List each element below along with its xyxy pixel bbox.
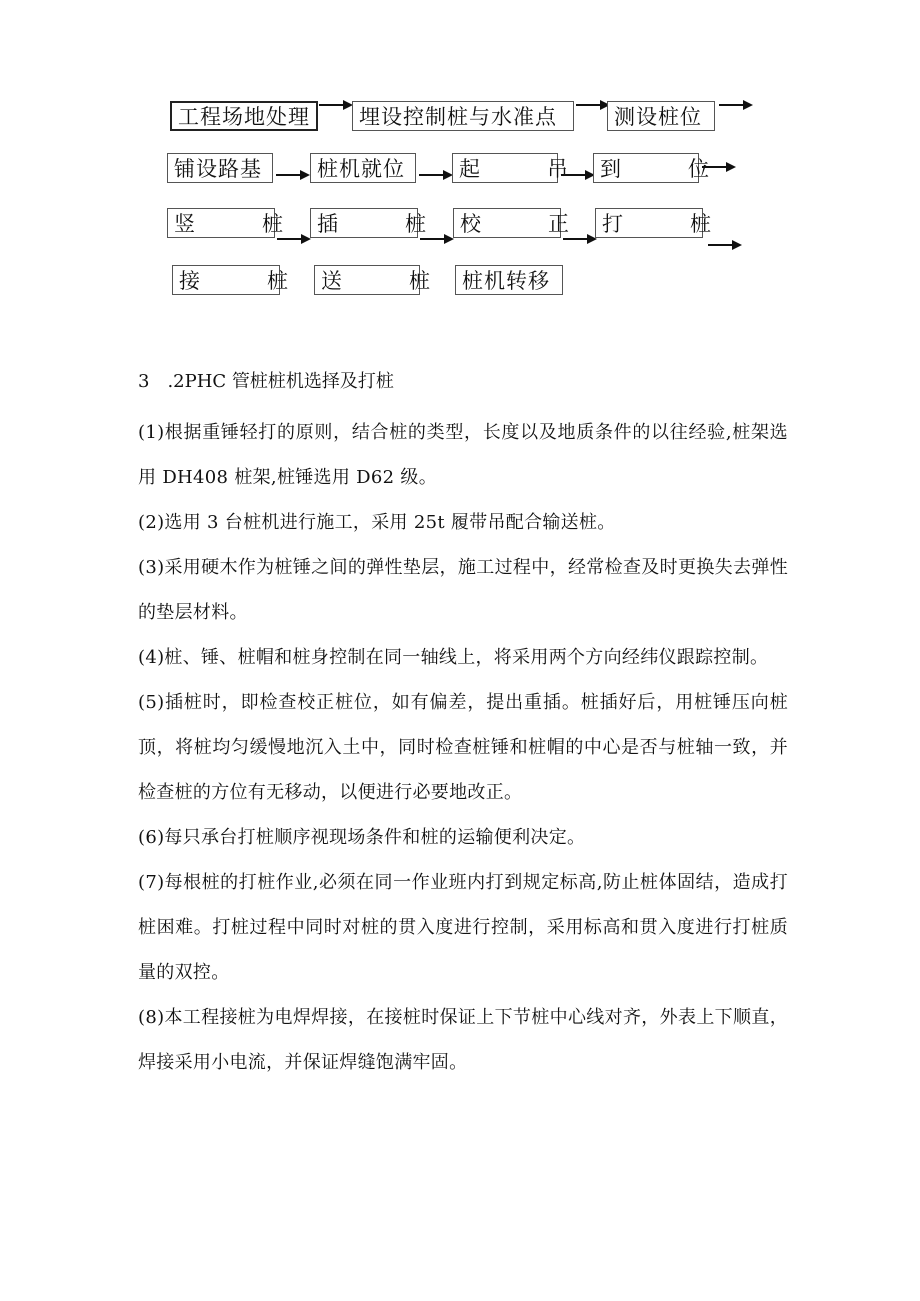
paragraph: (5)插桩时，即检查校正桩位，如有偏差，提出重插。桩插好后，用桩锤压向桩顶，将桩均匀缓慢地沉入土中，同时检查桩锤和桩帽的中心是否与桩轴一致，并检查桩的方位有无移动，以便进行必要地改正。 [138, 692, 788, 803]
arrow-icon [277, 232, 311, 246]
arrow-icon [719, 98, 753, 112]
flow-step-machine-transfer: 桩机转移 [455, 265, 563, 295]
arrow-icon [702, 160, 736, 174]
arrow-icon [319, 98, 353, 112]
flow-step-correct: 校 正 [453, 208, 561, 238]
section-heading: 3 .2PHC 管桩桩机选择及打桩 [138, 371, 394, 392]
arrow-icon [561, 168, 595, 182]
flow-step-drive-pile: 打 桩 [595, 208, 703, 238]
paragraph: (4)桩、锤、桩帽和桩身控制在同一轴线上，将采用两个方向经纬仪跟踪控制。 [138, 647, 769, 668]
arrow-icon [419, 168, 453, 182]
document-body [138, 368, 788, 1085]
arrow-icon [563, 232, 597, 246]
flow-step-machine-in-place: 桩机就位 [310, 153, 416, 183]
paragraph: (7)每根桩的打桩作业,必须在同一作业班内打到规定标高,防止桩体固结，造成打桩困难。打桩过程中同时对桩的贯入度进行控制，采用标高和贯入度进行打桩质量的双控。 [138, 872, 788, 983]
arrow-icon [576, 98, 610, 112]
flow-step-lay-roadbed: 铺设路基 [167, 153, 273, 183]
arrow-icon [708, 238, 742, 252]
paragraph: (3)采用硬木作为桩锤之间的弹性垫层，施工过程中，经常检查及时更换失去弹性的垫层材料。 [138, 557, 788, 623]
flow-step-send-pile: 送 桩 [314, 265, 420, 295]
flow-step-splice-pile: 接 桩 [172, 265, 280, 295]
flow-step-insert-pile: 插 桩 [310, 208, 418, 238]
flow-step-pile-position: 测设桩位 [607, 101, 715, 131]
paragraph: (6)每只承台打桩顺序视现场条件和桩的运输便利决定。 [138, 827, 586, 848]
flow-step-hoist: 起 吊 [452, 153, 558, 183]
arrow-icon [276, 168, 310, 182]
flow-step-site-treatment: 工程场地处理 [170, 101, 318, 131]
paragraph: (1)根据重锤轻打的原则，结合桩的类型，长度以及地质条件的以往经验,桩架选用 DH408 桩架,桩锤选用 D62 级。 [138, 422, 788, 488]
flow-step-control-piles: 埋设控制桩与水准点 [352, 101, 574, 131]
construction-flowchart [0, 0, 920, 320]
flow-step-erect-pile: 竖 桩 [167, 208, 275, 238]
arrow-icon [420, 232, 454, 246]
paragraph: (2)选用 3 台桩机进行施工，采用 25t 履带吊配合输送桩。 [138, 512, 616, 533]
flow-step-in-position: 到 位 [593, 153, 699, 183]
paragraph: (8)本工程接桩为电焊焊接，在接桩时保证上下节桩中心线对齐，外表上下顺直，焊接采用小电流，并保证焊缝饱满牢固。 [138, 1007, 788, 1073]
